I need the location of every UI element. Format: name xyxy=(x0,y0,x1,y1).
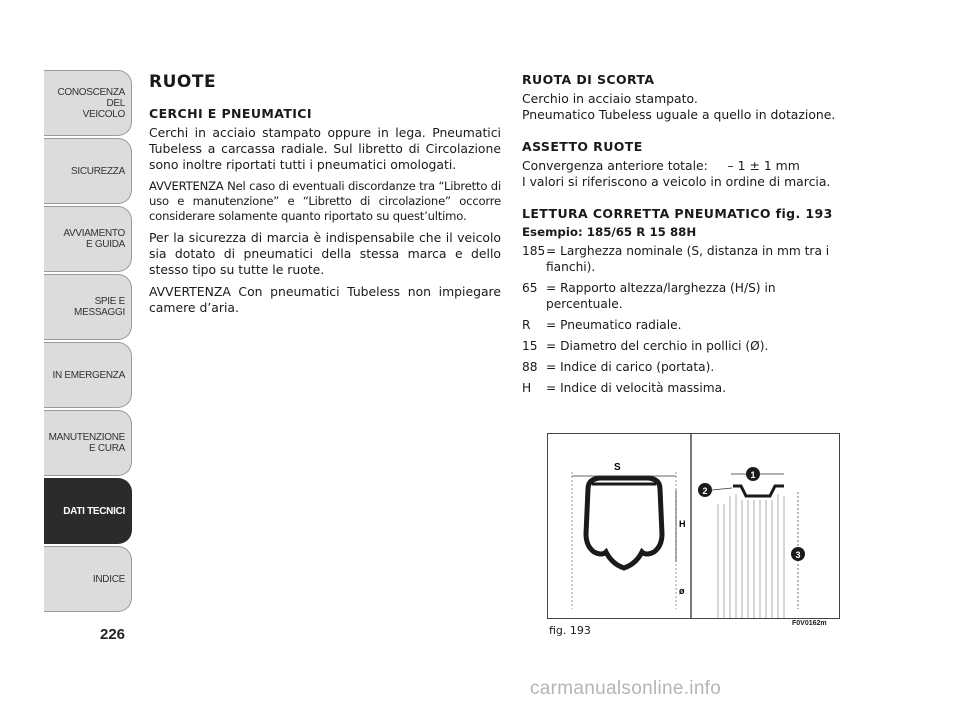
tab-conoscenza-veicolo[interactable]: CONOSCENZA DEL VEICOLO xyxy=(44,70,132,136)
tab-spie-messaggi[interactable]: SPIE E MESSAGGI xyxy=(44,274,132,340)
page-number: 226 xyxy=(100,626,126,643)
spec-row xyxy=(522,317,852,333)
spec-row xyxy=(522,359,852,375)
section-title-ruota-scorta: RUOTA DI SCORTA xyxy=(522,72,655,87)
left-column xyxy=(149,72,501,322)
badge-2: 2 xyxy=(702,486,708,496)
tab-manutenzione-cura[interactable]: MANUTENZIONE E CURA xyxy=(44,410,132,476)
spec-list xyxy=(522,243,852,396)
section-title-cerchi: CERCHI E PNEUMATICI xyxy=(149,106,312,121)
tire-diagram xyxy=(547,433,840,619)
paragraph-avvertenza-libretto: AVVERTENZA Nel caso di eventuali discordanze tra “Libretto di uso e manutenzione” e “Libretto di circolazione” occorre considerare solamente quanto riportato su quest’ultimo. xyxy=(149,179,501,223)
tab-in-emergenza[interactable]: IN EMERGENZA xyxy=(44,342,132,408)
alignment-line-1: Convergenza anteriore totale: – 1 ± 1 mm xyxy=(522,158,800,173)
paragraph-avvertenza-tubeless: AVVERTENZA Con pneumatici Tubeless non impiegare camere d’aria. xyxy=(149,284,501,315)
badge-1: 1 xyxy=(750,470,756,480)
spec-row xyxy=(522,280,852,312)
section-title-assetto: ASSETTO RUOTE xyxy=(522,139,643,154)
example-code: Esempio: 185/65 R 15 88H xyxy=(522,225,697,239)
page-title: RUOTE xyxy=(149,72,217,92)
spec-desc: = Diametro del cerchio in pollici (Ø). xyxy=(546,339,769,353)
spec-desc: = Indice di velocità massima. xyxy=(546,381,726,395)
section-title-lettura: LETTURA CORRETTA PNEUMATICO fig. 193 xyxy=(522,206,833,221)
right-column xyxy=(522,72,852,401)
spec-desc: = Pneumatico radiale. xyxy=(546,318,682,332)
tab-avviamento-guida[interactable]: AVVIAMENTO E GUIDA xyxy=(44,206,132,272)
spec-code: H xyxy=(522,381,532,395)
spec-row xyxy=(522,243,852,275)
spare-line-1: Cerchio in acciaio stampato. xyxy=(522,91,698,106)
spec-code: 185 xyxy=(522,244,546,258)
spec-code: 15 xyxy=(522,339,538,353)
paragraph-cerchi: Cerchi in acciaio stampato oppure in lega. Pneumatici Tubeless a carcassa radiale. Sul libretto di Circolazione sono inoltre riportati tutti i pneumatici omologati. xyxy=(149,125,501,172)
spec-code: 88 xyxy=(522,360,538,374)
spec-row xyxy=(522,338,852,354)
spec-code: 65 xyxy=(522,281,538,295)
alignment-line-2: I valori si riferiscono a veicolo in ordine di marcia. xyxy=(522,174,831,189)
figure-code: F0V0162m xyxy=(792,620,827,627)
spare-line-2: Pneumatico Tubeless uguale a quello in dotazione. xyxy=(522,107,836,122)
figure-caption: fig. 193 xyxy=(549,624,591,637)
label-h: H xyxy=(679,519,686,529)
badge-3: 3 xyxy=(795,550,801,560)
label-s: S xyxy=(614,462,621,473)
tire-diagram-svg xyxy=(548,434,839,618)
spec-row xyxy=(522,380,852,396)
spec-desc: = Rapporto altezza/larghezza (H/S) in percentuale. xyxy=(546,281,776,311)
spec-desc: = Indice di carico (portata). xyxy=(546,360,715,374)
label-diameter: ø xyxy=(679,586,685,596)
paragraph-sicurezza-marcia: Per la sicurezza di marcia è indispensabile che il veicolo sia dotato di pneumatici della stessa marca e dello stesso tipo su tutte le ruote. xyxy=(149,230,501,277)
tab-indice[interactable]: INDICE xyxy=(44,546,132,612)
tab-sicurezza[interactable]: SICUREZZA xyxy=(44,138,132,204)
watermark: carmanualsonline.info xyxy=(530,678,722,699)
spec-desc: = Larghezza nominale (S, distanza in mm tra i fianchi). xyxy=(546,244,830,274)
tab-dati-tecnici[interactable]: DATI TECNICI xyxy=(44,478,132,544)
spec-code: R xyxy=(522,318,531,332)
